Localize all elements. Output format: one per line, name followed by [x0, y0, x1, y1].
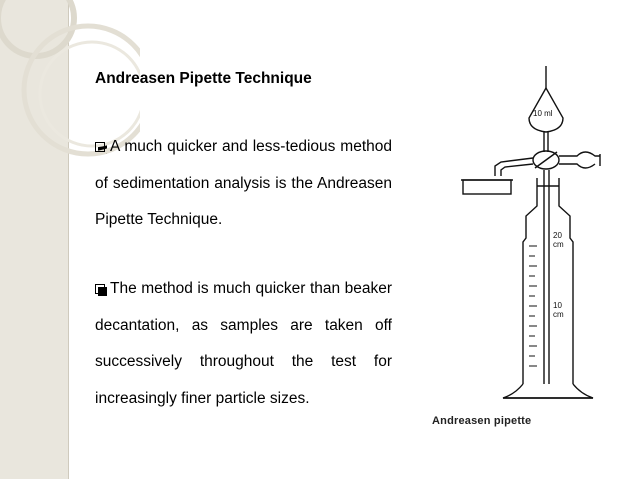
- mark-20-unit: cm: [553, 240, 564, 249]
- figure-caption: Andreasen pipette: [432, 415, 532, 427]
- slide-title: Andreasen Pipette Technique: [95, 70, 312, 87]
- mark-20-label: 20: [553, 231, 562, 240]
- andreasen-pipette-diagram: [425, 66, 625, 411]
- bulb-volume-label: 10 ml: [533, 109, 553, 118]
- bullet-paragraph-1: [95, 129, 392, 239]
- paragraph-1-text: A much quicker and less-tedious method of sedimentation analysis is the Andreasen Pipette Technique.: [95, 138, 392, 228]
- mark-10-label: 10: [553, 301, 562, 310]
- checkbox-bullet-icon: [95, 142, 105, 152]
- checkbox-bullet-icon: [95, 284, 105, 294]
- mark-10-unit: cm: [553, 310, 564, 319]
- paragraph-2-text: The method is much quicker than beaker decantation, as samples are taken off successively throughout the test for increasingly finer particle sizes.: [95, 280, 392, 407]
- bullet-paragraph-2: [95, 271, 392, 417]
